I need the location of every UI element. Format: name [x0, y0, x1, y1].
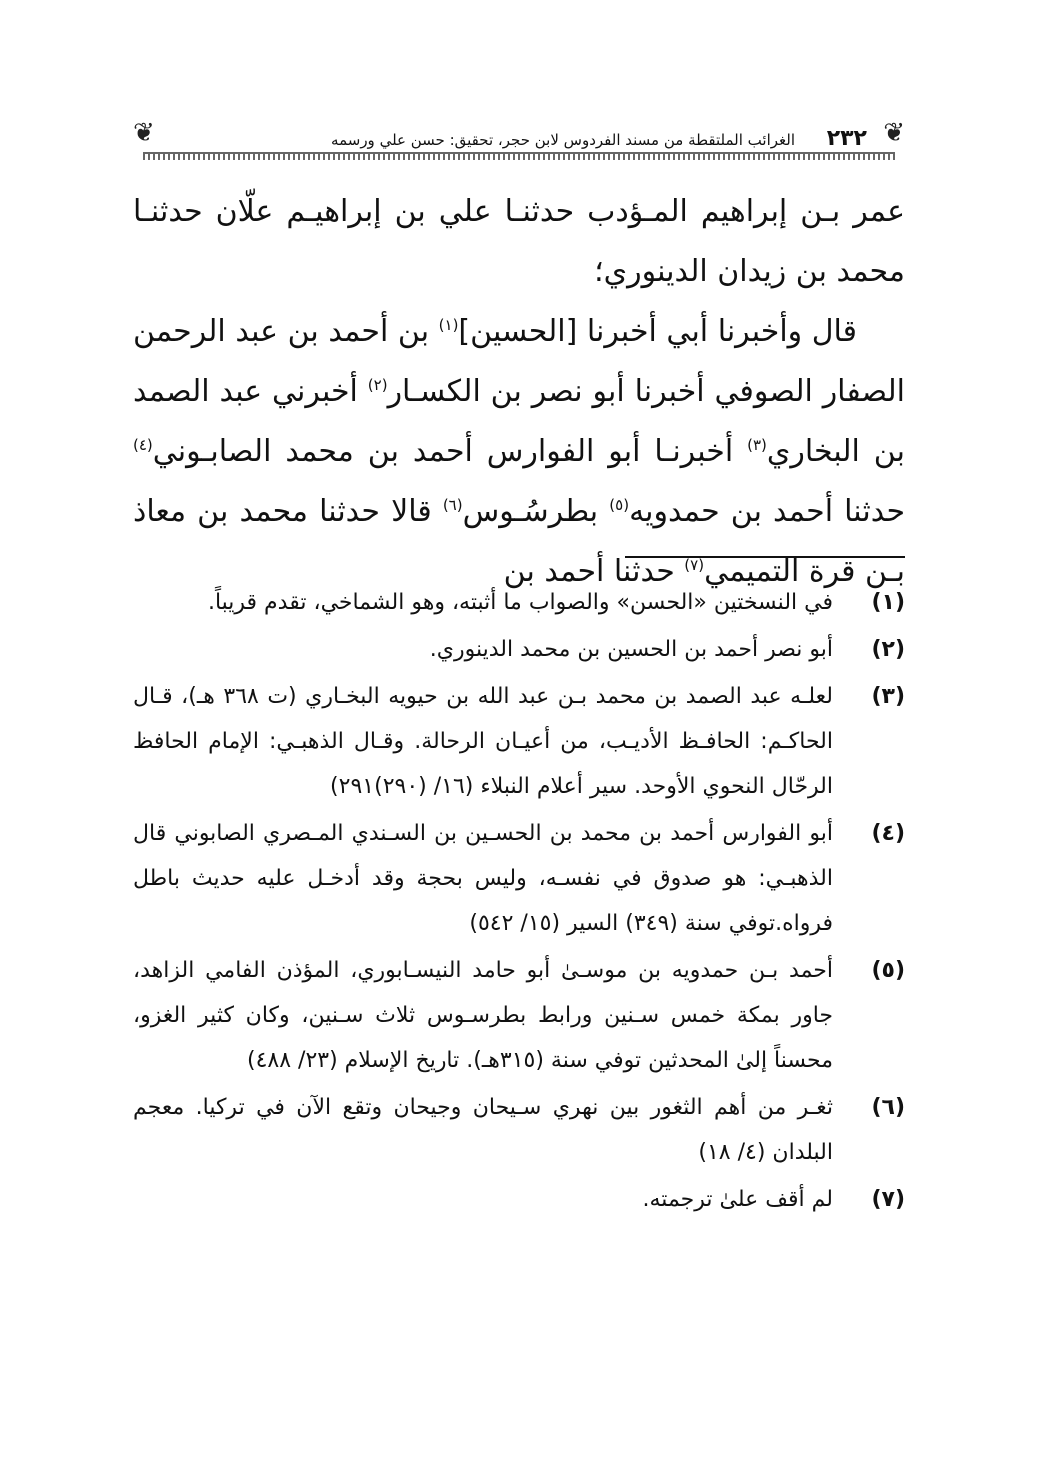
footnote-ref-4[interactable]: (٤): [133, 436, 153, 454]
paragraph-2-part: بطرسُـوس: [462, 494, 610, 529]
footnote: [133, 1177, 905, 1222]
ornament-left-icon: ❦: [133, 118, 155, 148]
footnote-text: ثغـر من أهم الثغور بين نهري سـيحان وجيحان وتقع الآن في تركيا. معجم البلدان (٤/ ١٨): [133, 1095, 833, 1165]
footnote-ref-3[interactable]: (٣): [747, 436, 767, 454]
footnote: [133, 674, 905, 809]
paragraph-2-part: بن أحمد بن عبد الرحمن الصفار الصوفي أخبرنا أبو نصر بن الكسـار: [133, 314, 905, 409]
footnote: [133, 580, 905, 625]
main-text: [133, 182, 905, 602]
page-header: [133, 112, 905, 160]
footnote-text: لم أقف علىٰ ترجمته.: [642, 1187, 833, 1212]
footnote-ref-1[interactable]: (١): [438, 316, 459, 334]
paragraph-2-part: قالا حدثنا محمد بن معاذ بـن قرة التميمي: [133, 494, 905, 589]
footnote-text: لعلـه عبد الصمد بن محمد بـن عبد الله بن حيويه البخـاري (ت ٣٦٨ هـ)، قـال الحاكـم: الحافـظ الأديـب، من أعيـان الرحالة. وقـال الذهبـي: الإمام الحافظ الرحّال النحوي الأوحد. سير أعلام النبلاء (١٦/ (٢٩٠)٢٩١): [133, 684, 833, 799]
footnote: [133, 811, 905, 946]
footnote-text: أبو الفوارس أحمد بن محمد بن الحسـين بن السـندي المـصري الصابوني قال الذهبـي: هو صدوق في نفسـه، وليس بحجة وقد أدخـل عليه حديث باطل فرواه.توفي سنة (٣٤٩) السير (١٥/ ٥٤٢): [133, 821, 833, 936]
footnote-ref-2[interactable]: (٢): [367, 376, 388, 394]
paragraph-1: عمر بـن إبراهيم المـؤدب حدثنـا علي بن إبراهيـم علّان حدثنـا محمد بن زيدان الدينوري؛: [133, 194, 905, 289]
footnote-number: (٥): [871, 958, 905, 983]
paragraph-2-part: حدثنا أحمد بن حمدويه: [629, 494, 905, 529]
footnote-text: في النسختين «الحسن» والصواب ما أثبته، وهو الشماخي، تقدم قريباً.: [207, 590, 833, 615]
header-divider: [143, 152, 895, 160]
footnote: [133, 948, 905, 1083]
footnote-ref-7[interactable]: (٧): [684, 556, 705, 574]
footnote-text: أبو نصر أحمد بن الحسين بن محمد الدينوري.: [429, 637, 833, 662]
running-title: الغرائب الملتقطة من مسند الفردوس لابن حجر، تحقيق: حسن علي ورسمه: [331, 131, 795, 149]
footnote-number: (٤): [871, 821, 905, 846]
footnote-ref-6[interactable]: (٦): [442, 496, 463, 514]
paragraph-2-part: أخبرني عبد الصمد بن البخاري: [133, 374, 905, 469]
footnote-divider: [625, 556, 905, 558]
page-number: ٢٣٢: [826, 126, 867, 151]
footnote-text: أحمد بـن حمدويه بن موسـىٰ أبو حامد النيسـابوري، المؤذن الفامي الزاهد، جاور بمكة خمس سـنين ورابط بطرسـوس ثلاث سـنين، وكان كثير الغزو، محسناً إلىٰ المحدثين توفي سنة (٣١٥هـ). تاريخ الإسلام (٢٣/ ٤٨٨): [133, 958, 833, 1073]
paragraph-2-part: أخبرنـا أبو الفوارس أحمد بن محمد الصابـوني: [152, 434, 748, 469]
footnote-number: (١): [871, 590, 905, 615]
footnote-number: (٦): [871, 1095, 905, 1120]
footnote-number: (٧): [871, 1187, 905, 1212]
paragraph-2-part: قال وأخبرنا أبي أخبرنا [الحسين]: [458, 314, 857, 349]
paragraph-2-part: حدثنا أحمد بن: [503, 554, 685, 589]
footnote-ref-5[interactable]: (٥): [609, 496, 630, 514]
ornament-right-icon: ❦: [883, 118, 905, 148]
footnote: [133, 627, 905, 672]
footnote: [133, 1085, 905, 1175]
footnotes: [133, 580, 905, 1224]
footnote-number: (٣): [871, 684, 905, 709]
footnote-number: (٢): [871, 637, 905, 662]
